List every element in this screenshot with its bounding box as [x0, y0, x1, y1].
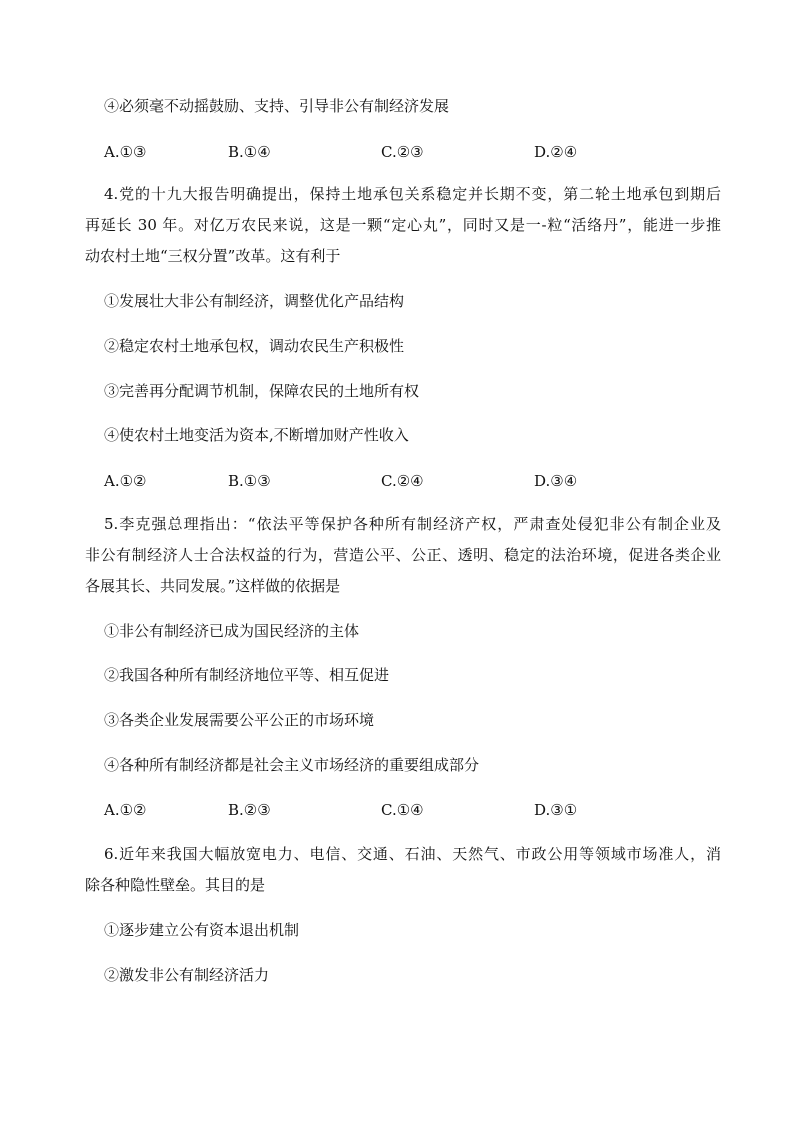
q3-option-b: B.①④: [228, 143, 271, 161]
q5-stem-line-1: 5.李克强总理指出：“依法平等保护各种所有制经济产权，严肃查处侵犯非公有制企业及: [104, 515, 721, 533]
q5-item-3: ③各类企业发展需要公平公正的市场环境: [104, 711, 375, 729]
q5-item-2: ②我国各种所有制经济地位平等、相互促进: [104, 666, 390, 684]
q5-option-d: D.③①: [534, 801, 578, 819]
q4-item-1: ①发展壮大非公有制经济，调整优化产品结构: [104, 292, 405, 310]
q6-stem-line-2: 除各种隐性壁垒。其目的是: [85, 876, 266, 894]
q3-option-c: C.②③: [381, 143, 424, 161]
q4-option-d: D.③④: [534, 472, 578, 490]
q5-option-b: B.②③: [228, 801, 271, 819]
q3-option-d: D.②④: [534, 143, 578, 161]
q4-option-b: B.①③: [228, 472, 271, 490]
q4-option-c: C.②④: [381, 472, 424, 490]
q6-stem-line-1: 6.近年来我国大幅放宽电力、电信、交通、石油、天然气、市政公用等领域市场准人，消: [104, 845, 721, 863]
q6-item-1: ①逐步建立公有资本退出机制: [104, 921, 300, 939]
q6-item-2: ②激发非公有制经济活力: [104, 966, 270, 984]
q4-item-2: ②稳定农村土地承包权，调动农民生产积极性: [104, 337, 405, 355]
q4-stem-line-3: 动农村土地“三权分置”改革。这有利于: [85, 247, 341, 265]
q4-item-3: ③完善再分配调节机制，保障农民的土地所有权: [104, 382, 420, 400]
q5-stem-line-2: 非公有制经济人士合法权益的行为，营造公平、公正、透明、稳定的法治环境，促进各类企业: [85, 546, 721, 564]
q5-item-4: ④各种所有制经济都是社会主义市场经济的重要组成部分: [104, 756, 480, 774]
q5-stem-line-3: 各展其长、共同发展。”这样做的依据是: [85, 577, 341, 595]
q4-stem-line-2: 再延长 30 年。对亿万农民来说，这是一颗“定心丸”，同时又是一-粒“活络丹”，能进一步推: [85, 216, 721, 234]
q4-item-4: ④使农村土地变活为资本,不断增加财产性收入: [104, 426, 409, 444]
q4-stem-line-1: 4.党的十九大报告明确提出，保持土地承包关系稳定并长期不变，第二轮土地承包到期后: [104, 185, 721, 203]
q5-option-c: C.①④: [381, 801, 424, 819]
q3-item-4: ④必须毫不动摇鼓励、支持、引导非公有制经济发展: [104, 97, 450, 115]
q5-item-1: ①非公有制经济已成为国民经济的主体: [104, 622, 360, 640]
q3-option-a: A.①③: [104, 143, 147, 161]
q5-option-a: A.①②: [104, 801, 147, 819]
q4-option-a: A.①②: [104, 472, 147, 490]
